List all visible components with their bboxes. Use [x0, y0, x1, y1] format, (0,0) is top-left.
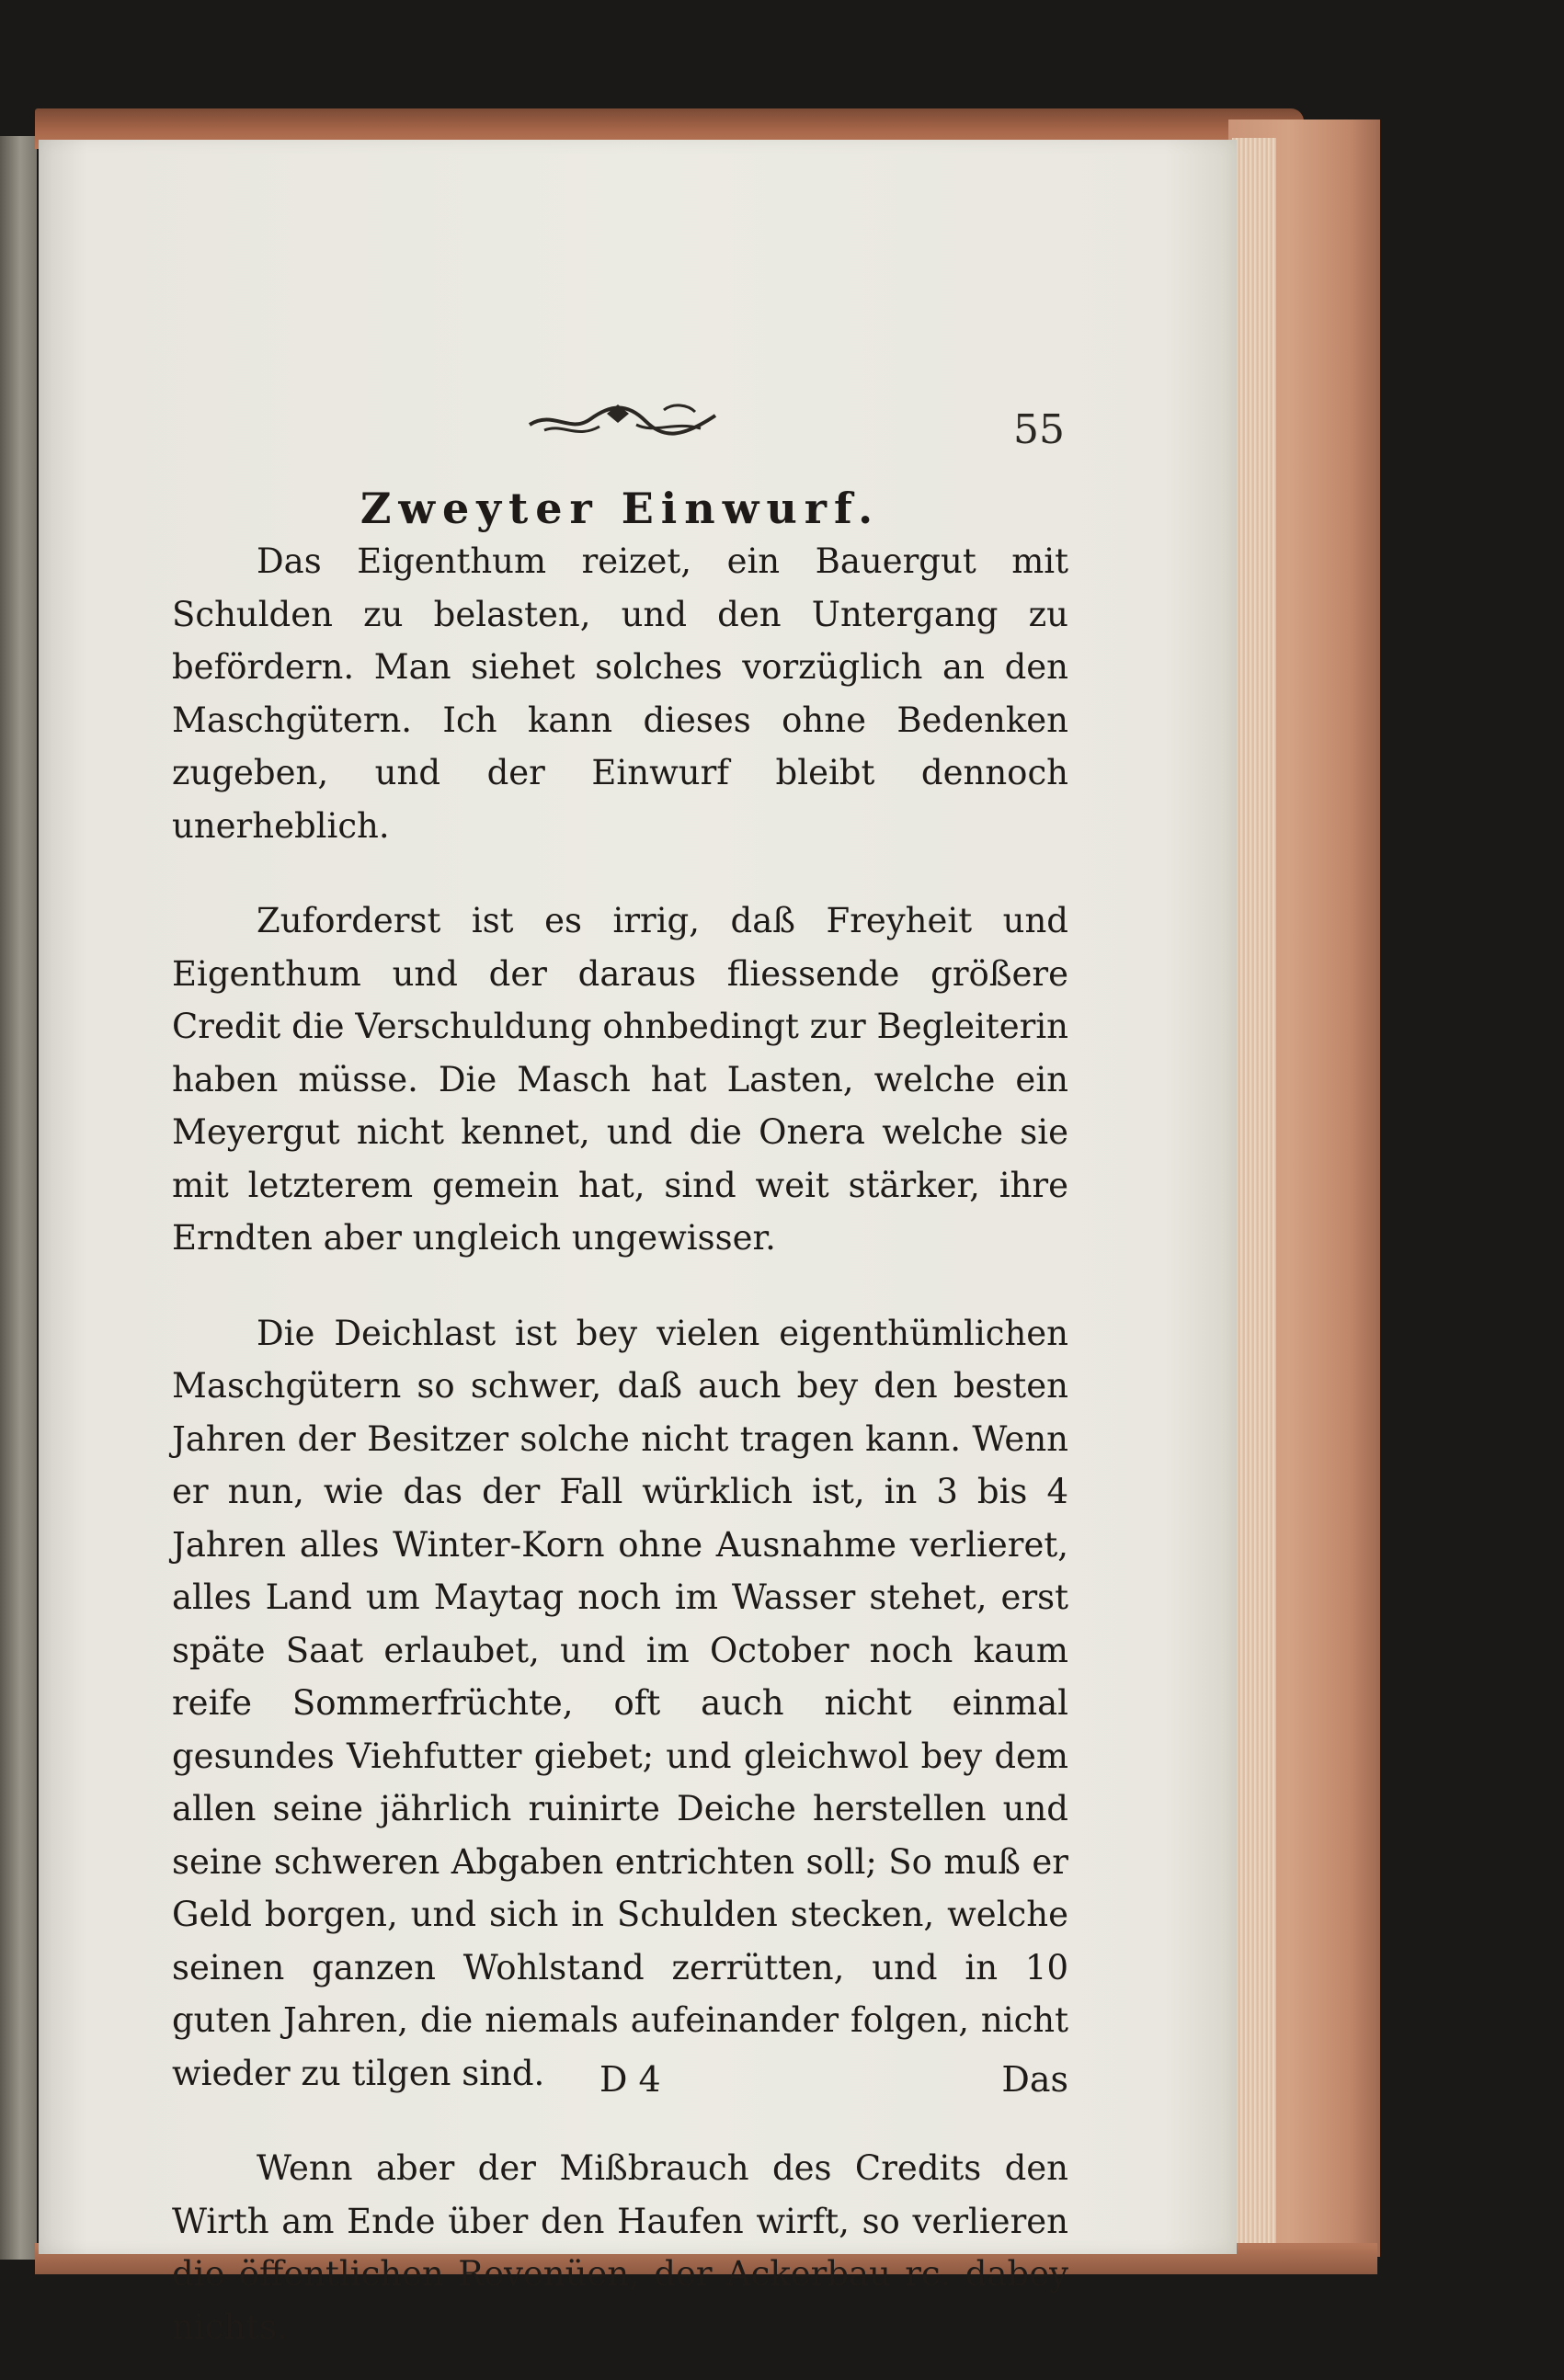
- page-footer: [172, 2059, 1068, 2114]
- catchword: Das: [1001, 2059, 1068, 2100]
- page-fore-edge: [1232, 138, 1276, 2243]
- paragraph-2: Zuforderst ist es irrig, daß Freyheit und Eigenthum und der daraus fliessende größere Credit die Verschuldung ohnbedingt zur Begleiterin haben müsse. Die Masch hat Lasten, welche ein Meyergut nicht kennet, und die Onera welche sie mit letzterem gemein hat, sind weit stärker, ihre Erndten aber ungleich ungewisser.: [172, 901, 1068, 1258]
- page-number: 55: [1013, 406, 1065, 453]
- paragraph-1: Das Eigenthum reizet, ein Bauergut mit Schulden zu belasten, und den Untergang zu befördern. Man siehet solches vorzüglich an den Maschgütern. Ich kann dieses ohne Bedenken zugeben, und der Einwurf bleibt dennoch unerheblich.: [172, 541, 1068, 846]
- paragraph-3: Die Deichlast ist bey vielen eigenthümlichen Maschgütern so schwer, daß auch bey den besten Jahren der Besitzer solche nicht tragen kann. Wenn er nun, wie das der Fall würklich ist, in 3 bis 4 Jahren alles Winter-Korn ohne Ausnahme verlieret, alles Land um Maytag noch im Wasser stehet, erst späte Saat erlaubet, und im October noch kaum reife Sommerfrüchte, oft auch nicht einmal gesundes Viehfutter giebet; und gleichwol bey dem allen seine jährlich ruinirte Deiche herstellen und seine schweren Abgaben entrichten soll; So muß er Geld borgen, und sich in Schulden stecken, welche seinen ganzen Wohlstand zerrütten, und in 10 guten Jahren, die niemals aufeinander folgen, nicht wieder zu tilgen sind.: [172, 1313, 1068, 2093]
- previous-page-edge: [0, 136, 37, 2260]
- signature-mark: D 4: [599, 2059, 661, 2100]
- book-page: [39, 140, 1237, 2347]
- section-heading: Zweyter Einwurf.: [360, 484, 881, 533]
- paragraph-4: Wenn aber der Mißbrauch des Credits den Wirth am Ende über den Haufen wirft, so verlieren die öffentlichen Revenüen, der Ackerbau rc. dabey nichts.: [172, 2148, 1068, 2347]
